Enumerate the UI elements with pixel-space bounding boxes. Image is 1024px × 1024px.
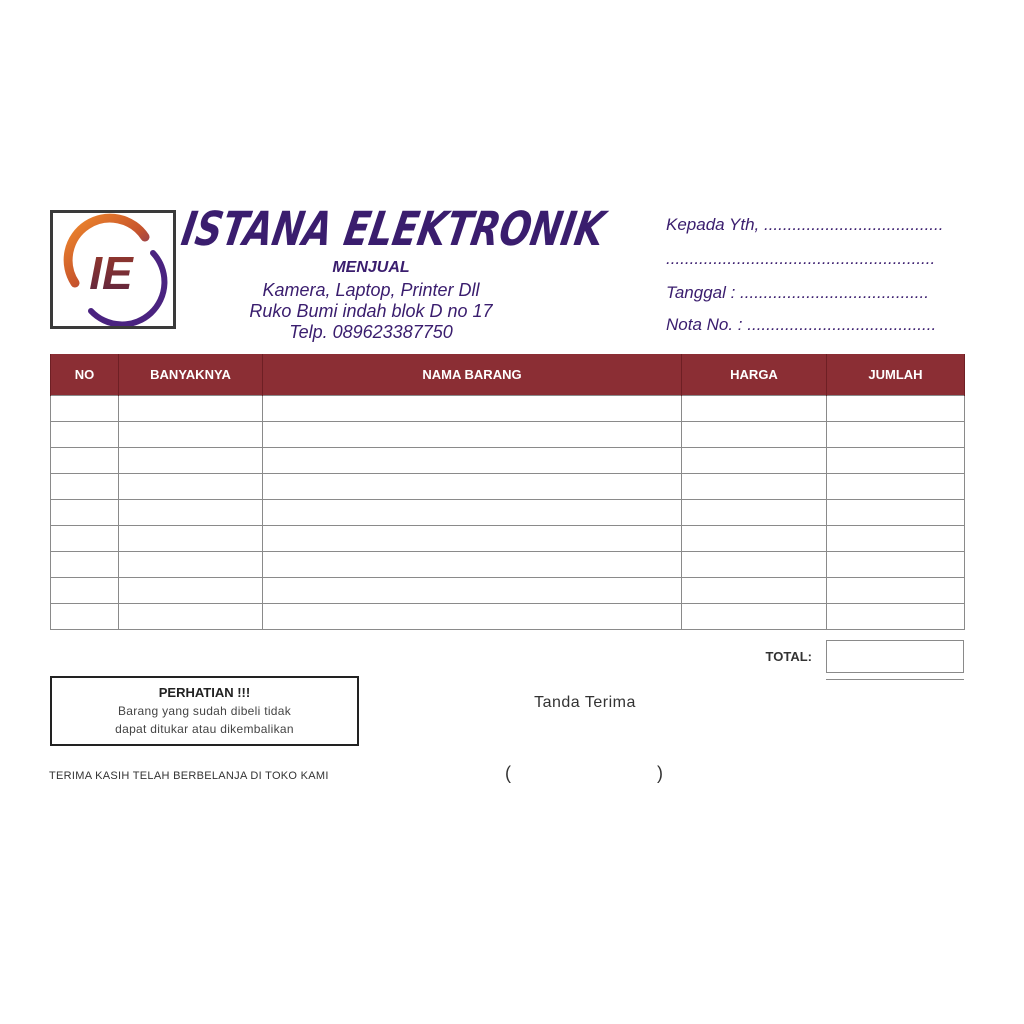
table-header-row: [51, 354, 965, 396]
date-field[interactable]: Tanggal : ........................................: [666, 283, 929, 302]
table-row: [51, 552, 965, 578]
cell-amount[interactable]: [827, 500, 965, 526]
cell-quantity[interactable]: [119, 474, 263, 500]
header-no: NO: [51, 354, 119, 396]
table-row: [51, 604, 965, 630]
cell-no[interactable]: [51, 552, 119, 578]
receipt-signature-label: Tanda Terima: [534, 694, 636, 711]
cell-amount[interactable]: [827, 422, 965, 448]
cell-no[interactable]: [51, 526, 119, 552]
cell-quantity[interactable]: [119, 552, 263, 578]
cell-no[interactable]: [51, 604, 119, 630]
notice-box: [50, 676, 359, 746]
cell-item-name[interactable]: [263, 422, 682, 448]
cell-no[interactable]: [51, 474, 119, 500]
notice-line-2: dapat ditukar atau dikembalikan: [115, 722, 294, 736]
address-line: Ruko Bumi indah blok D no 17: [249, 301, 493, 321]
logo-emblem: [53, 213, 173, 326]
cell-no[interactable]: [51, 422, 119, 448]
recipient-field[interactable]: Kepada Yth, ......................................: [666, 215, 944, 234]
cell-amount[interactable]: [827, 396, 965, 422]
cell-amount[interactable]: [827, 448, 965, 474]
cell-price[interactable]: [682, 448, 827, 474]
cell-price[interactable]: [682, 526, 827, 552]
total-underline: [826, 679, 964, 680]
cell-no[interactable]: [51, 578, 119, 604]
cell-amount[interactable]: [827, 578, 965, 604]
products-line: Kamera, Laptop, Printer Dll: [262, 280, 480, 300]
cell-item-name[interactable]: [263, 552, 682, 578]
cell-quantity[interactable]: [119, 500, 263, 526]
cell-price[interactable]: [682, 396, 827, 422]
cell-amount[interactable]: [827, 526, 965, 552]
recipient-field-continued[interactable]: .........................................................: [666, 249, 936, 268]
cell-item-name[interactable]: [263, 474, 682, 500]
cell-item-name[interactable]: [263, 526, 682, 552]
cell-amount[interactable]: [827, 474, 965, 500]
cell-quantity[interactable]: [119, 396, 263, 422]
total-label: TOTAL:: [765, 649, 812, 664]
cell-no[interactable]: [51, 396, 119, 422]
invoice-number-field[interactable]: Nota No. : ........................................: [666, 315, 937, 334]
phone-line: Telp. 089623387750: [289, 322, 453, 342]
table-row: [51, 578, 965, 604]
cell-item-name[interactable]: [263, 604, 682, 630]
cell-item-name[interactable]: [263, 396, 682, 422]
cell-price[interactable]: [682, 552, 827, 578]
notice-title: PERHATIAN !!!: [158, 685, 251, 700]
shop-name: ISTANA ELEKTRONIK: [177, 202, 609, 257]
header-amount: JUMLAH: [827, 354, 965, 396]
cell-price[interactable]: [682, 500, 827, 526]
cell-price[interactable]: [682, 578, 827, 604]
cell-item-name[interactable]: [263, 448, 682, 474]
notice-line-1: Barang yang sudah dibeli tidak: [117, 704, 292, 718]
cell-quantity[interactable]: [119, 448, 263, 474]
logo-letters: IE: [89, 247, 133, 299]
cell-item-name[interactable]: [263, 500, 682, 526]
total-value-cell[interactable]: [826, 640, 964, 673]
cell-quantity[interactable]: [119, 578, 263, 604]
signature-paren-open: (: [505, 763, 511, 783]
cell-amount[interactable]: [827, 604, 965, 630]
header-quantity: BANYAKNYA: [119, 354, 263, 396]
table-row: [51, 526, 965, 552]
cell-no[interactable]: [51, 448, 119, 474]
sell-label: MENJUAL: [332, 259, 410, 276]
cell-price[interactable]: [682, 474, 827, 500]
logo: [50, 210, 176, 329]
table-row: [51, 474, 965, 500]
table-row: [51, 448, 965, 474]
cell-quantity[interactable]: [119, 422, 263, 448]
cell-amount[interactable]: [827, 552, 965, 578]
cell-quantity[interactable]: [119, 604, 263, 630]
items-table: [50, 354, 965, 630]
items-body: [51, 396, 965, 630]
table-row: [51, 422, 965, 448]
cell-quantity[interactable]: [119, 526, 263, 552]
table-row: [51, 500, 965, 526]
header-item-name: NAMA BARANG: [263, 354, 682, 396]
cell-no[interactable]: [51, 500, 119, 526]
table-row: [51, 396, 965, 422]
thank-you-note: TERIMA KASIH TELAH BERBELANJA DI TOKO KAMI: [49, 770, 329, 782]
header-price: HARGA: [682, 354, 827, 396]
cell-price[interactable]: [682, 422, 827, 448]
cell-item-name[interactable]: [263, 578, 682, 604]
signature-paren-close: ): [657, 763, 663, 783]
cell-price[interactable]: [682, 604, 827, 630]
